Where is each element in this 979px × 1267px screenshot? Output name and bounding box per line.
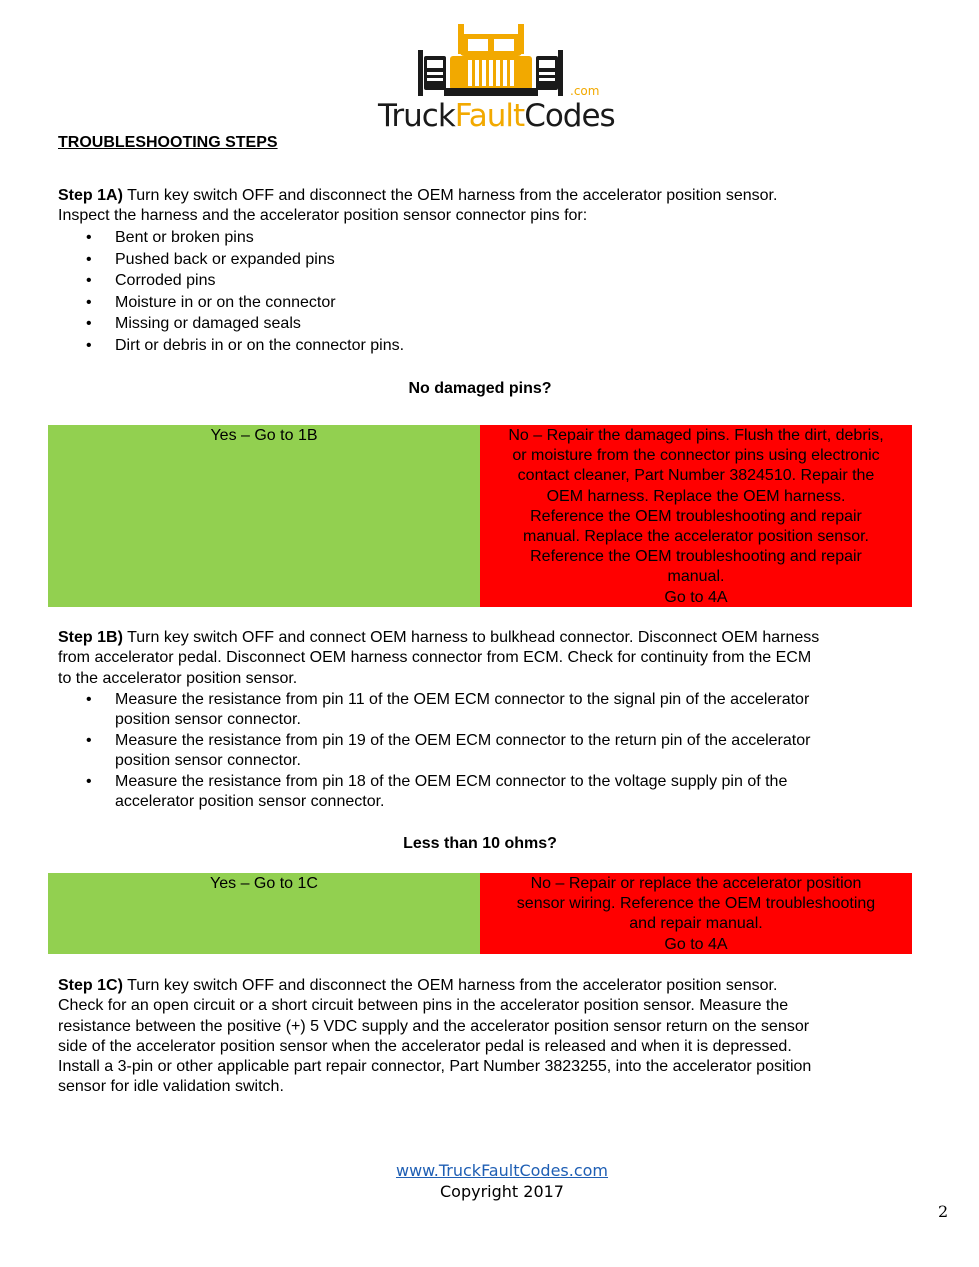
page-number: 2 [938, 1202, 949, 1221]
footer-link-row [0, 1161, 979, 1180]
list-item: • Bent or broken pins [86, 229, 254, 246]
list-item: • Corroded pins [86, 272, 216, 289]
step-1a-yes-text: Yes – Go to 1B [210, 427, 318, 444]
list-item: • Measure the resistance from pin 18 of the OEM ECM connector to the voltage supply pin of the accelerator position sensor connector. [86, 773, 788, 811]
step-1b-yes-cell [48, 873, 480, 954]
footer-copyright: Copyright 2017 [440, 1182, 564, 1201]
truck-grille-icon [416, 20, 566, 98]
step-1c-paragraph: Step 1C) Turn key switch OFF and disconnect the OEM harness from the accelerator position sensor. Check for an open circuit or a short circuit between pins in the accelerator position sensor. Measure the resistance between the positive (+) 5 VDC supply and the accelerator position sensor return on the sensor side of the accelerator position sensor when the accelerator pedal is released and when it is depressed. Install a 3-pin or other applicable part repair connector, Part Number 3823255, into the accelerator position sensor for idle validation switch. [58, 977, 812, 1096]
step-1b-no-cell: No – Repair or replace the accelerator position sensor wiring. Reference the OEM troubleshooting and repair manual. Go to 4A [480, 873, 912, 954]
list-item: • Pushed back or expanded pins [86, 250, 335, 268]
step-1a-paragraph [58, 186, 908, 227]
logo-text-codes: Codes [524, 98, 615, 134]
step-1c-label: Step 1C) [58, 977, 123, 994]
logo-tld: .com [570, 84, 600, 98]
list-item: • Missing or damaged seals [86, 315, 301, 332]
step-1b-paragraph: Step 1B) Turn key switch OFF and connect OEM harness to bulkhead connector. Disconnect OEM harness from accelerator pedal. Disconnect OEM harness connector from ECM. Check for continuity from the ECM to the accelerator position sensor. [58, 629, 820, 687]
list-item: • Dirt or debris in or on the connector pins. [86, 336, 405, 354]
step-1b-question: Less than 10 ohms? [403, 835, 557, 852]
step-1a-text: Turn key switch OFF and disconnect the OEM harness from the accelerator position sensor. [122, 187, 778, 204]
step-1b-label: Step 1B) [58, 629, 123, 646]
step-1a-label: Step 1A) [58, 187, 123, 204]
step-1a-decision-table [48, 425, 912, 607]
page-heading: TROUBLESHOOTING STEPS [58, 134, 278, 151]
step-1a-text-line2: Inspect the harness and the accelerator position sensor connector pins for: [58, 207, 588, 225]
truckfaultcodes-logo [378, 20, 615, 134]
step-1b-decision-table [48, 873, 912, 954]
logo-wordmark [378, 98, 615, 134]
step-1b-bullet-list [58, 690, 908, 813]
list-item: • Measure the resistance from pin 19 of the OEM ECM connector to the return pin of the accelerator position sensor connector. [86, 732, 811, 770]
list-item: • Measure the resistance from pin 11 of the OEM ECM connector to the signal pin of the accelerator position sensor connector. [86, 691, 810, 729]
step-1b-yes-text: Yes – Go to 1C [210, 875, 318, 892]
step-1a-no-cell: No – Repair the damaged pins. Flush the dirt, debris, or moisture from the connector pins using electronic contact cleaner, Part Number 3824510. Repair the OEM harness. Replace the OEM harness. Reference the OEM troubleshooting and repair manual. Replace the accelerator position sensor. Reference the OEM troubleshooting and repair manual. Go to 4A [480, 425, 912, 607]
footer-website-link[interactable]: www.TruckFaultCodes.com [395, 1161, 609, 1180]
step-1a-yes-cell [48, 425, 480, 607]
step-1a-bullet-list [58, 227, 908, 356]
step-1a-question: No damaged pins? [408, 380, 552, 397]
logo-text-fault: Fault [454, 98, 525, 134]
logo-text-truck: Truck [378, 98, 455, 134]
list-item: • Moisture in or on the connector [86, 293, 336, 311]
